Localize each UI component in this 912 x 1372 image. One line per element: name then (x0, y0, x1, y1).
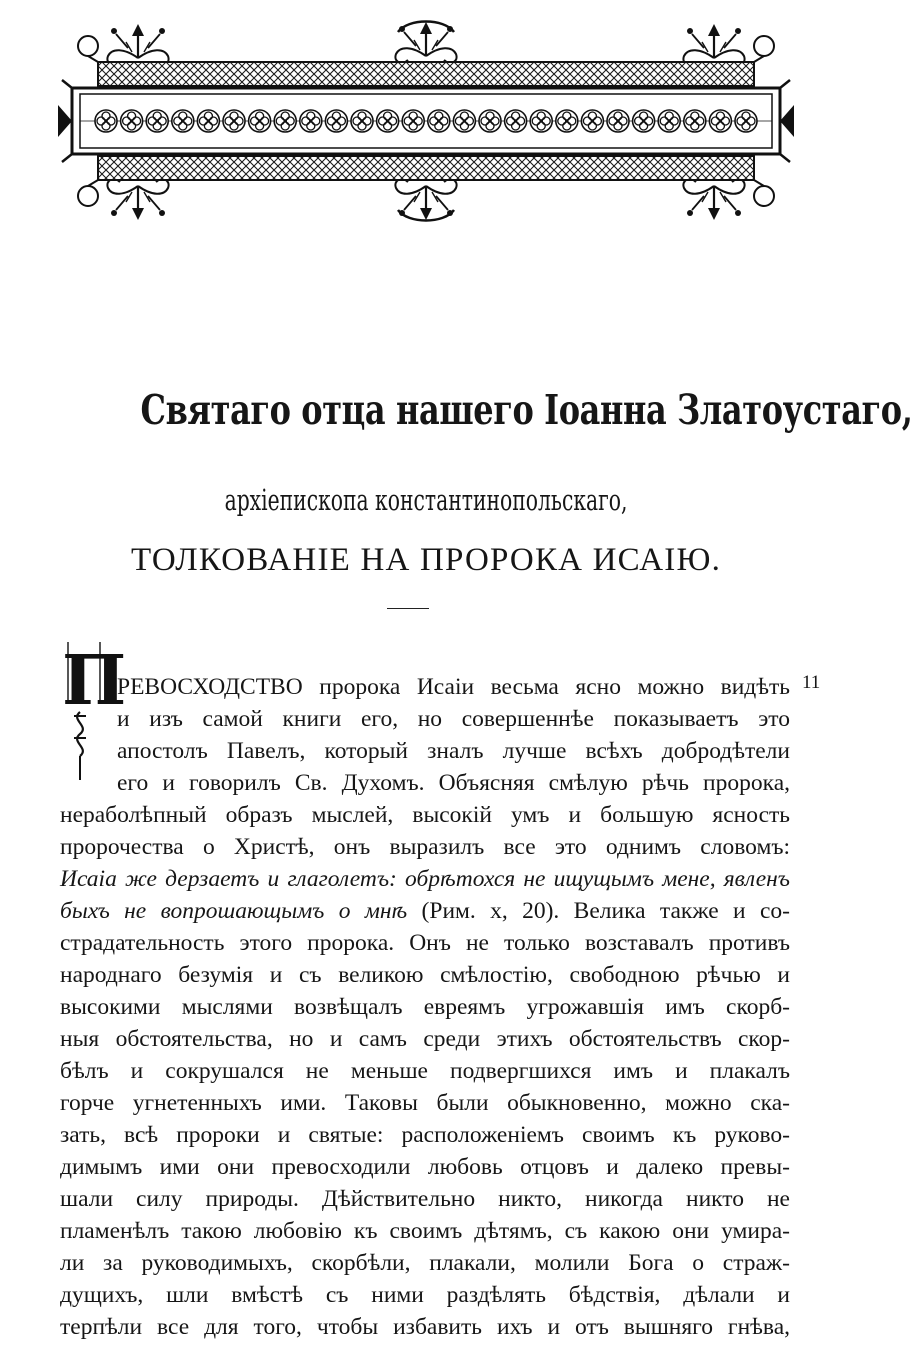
drop-capital (60, 634, 127, 784)
headpiece-rosette (607, 110, 629, 132)
body-line: терпѣли все для того, чтобы избавить ихъ и отъ вышняго гнѣва, (60, 1314, 790, 1340)
body-line: пророчества о Христѣ, онъ выразилъ все это однимъ словомъ: (60, 834, 790, 860)
headpiece-rosette (274, 110, 296, 132)
title-line-1: Святаго отца нашего Іоанна Златоустаго, (140, 386, 912, 434)
headpiece-rosette (453, 110, 475, 132)
body-line: зать, всѣ пророки и святые: расположеніемъ своимъ къ руково- (60, 1122, 790, 1148)
margin-page-number: 11 (802, 672, 821, 693)
headpiece-rosette (249, 110, 271, 132)
body-line: РЕВОСХОДСТВО пророка Исаіи весьма ясно можно видѣть (117, 674, 790, 700)
headpiece-rosette (95, 110, 117, 132)
body-line: его и говорилъ Св. Духомъ. Объясняя смѣлую рѣчь пророка, (117, 770, 790, 796)
body-line: высокими мыслями возвѣщалъ евреямъ угрожавшія имъ скорб- (60, 994, 790, 1020)
body-line: дущихъ, шли вмѣстѣ съ ними раздѣлять бѣдствія, дѣлали и (60, 1282, 790, 1308)
headpiece-rosette (146, 110, 168, 132)
headpiece-rosette (581, 110, 603, 132)
title-rule (387, 608, 429, 609)
body-line: и изъ самой книги его, но совершеннѣе показываетъ это (117, 706, 790, 732)
headpiece-rosette (402, 110, 424, 132)
headpiece-rosette (172, 110, 194, 132)
headpiece-rosette (223, 110, 245, 132)
body-line: димымъ ими они превосходили любовь отцовъ и далеко превы- (60, 1154, 790, 1180)
body-line: Исаіа же дерзаетъ и глаголетъ: обрѣтохся не ищущымъ мене, явленъ (60, 866, 790, 892)
headpiece-rosette (735, 110, 757, 132)
body-line: бѣлъ и сокрушался не меньше подвергшихся имъ и плакалъ (60, 1058, 790, 1084)
headpiece-rosette (479, 110, 501, 132)
headpiece-rosette (556, 110, 578, 132)
headpiece-rosette (709, 110, 731, 132)
headpiece-rosette (505, 110, 527, 132)
body-line: страдательность этого пророка. Онъ не только возставалъ противъ (60, 930, 790, 956)
body-line: ныя обстоятельства, но и самъ среди этихъ обстоятельствъ скор- (60, 1026, 790, 1052)
headpiece-rosette (428, 110, 450, 132)
body-line: горче угнетенныхъ ими. Таковы были обыкновенно, можно ска- (60, 1090, 790, 1116)
body-line: шали силу природы. Дѣйствительно никто, никогда никто не (60, 1186, 790, 1212)
headpiece-rosette (633, 110, 655, 132)
headpiece-rosette (377, 110, 399, 132)
headpiece-rosette (197, 110, 219, 132)
body-line: пламенѣлъ такою любовію къ своимъ дѣтямъ, съ какою они умира- (60, 1218, 790, 1244)
headpiece-rosette (300, 110, 322, 132)
title-line-2: архіепископа константинопольскаго, (224, 483, 628, 517)
body-line: народнаго безумія и съ великою смѣлостію, свободною рѣчью и (60, 962, 790, 988)
title-line-3: ТОЛКОВАНІЕ НА ПРОРОКА ИСАІЮ. (130, 542, 722, 578)
headpiece-rosette (325, 110, 347, 132)
body-line: ли за руководимыхъ, скорбѣли, плакали, молили Бога о страж- (60, 1250, 790, 1276)
headpiece-rosette (351, 110, 373, 132)
body-line: апостолъ Павелъ, который зналъ лучше всѣхъ добродѣтели (117, 738, 790, 764)
headpiece-rosette (658, 110, 680, 132)
headpiece-rosette (121, 110, 143, 132)
headpiece-rosette (530, 110, 552, 132)
body-line: нераболѣпный образъ мыслей, высокій умъ и большую ясность (60, 802, 790, 828)
drop-capital-letter: П (62, 641, 127, 721)
headpiece-rosette (684, 110, 706, 132)
body-line: быхъ не вопрошающымъ о мнѣ (Рим. x, 20). Велика также и со- (60, 898, 790, 924)
ornamental-headpiece (58, 10, 794, 232)
